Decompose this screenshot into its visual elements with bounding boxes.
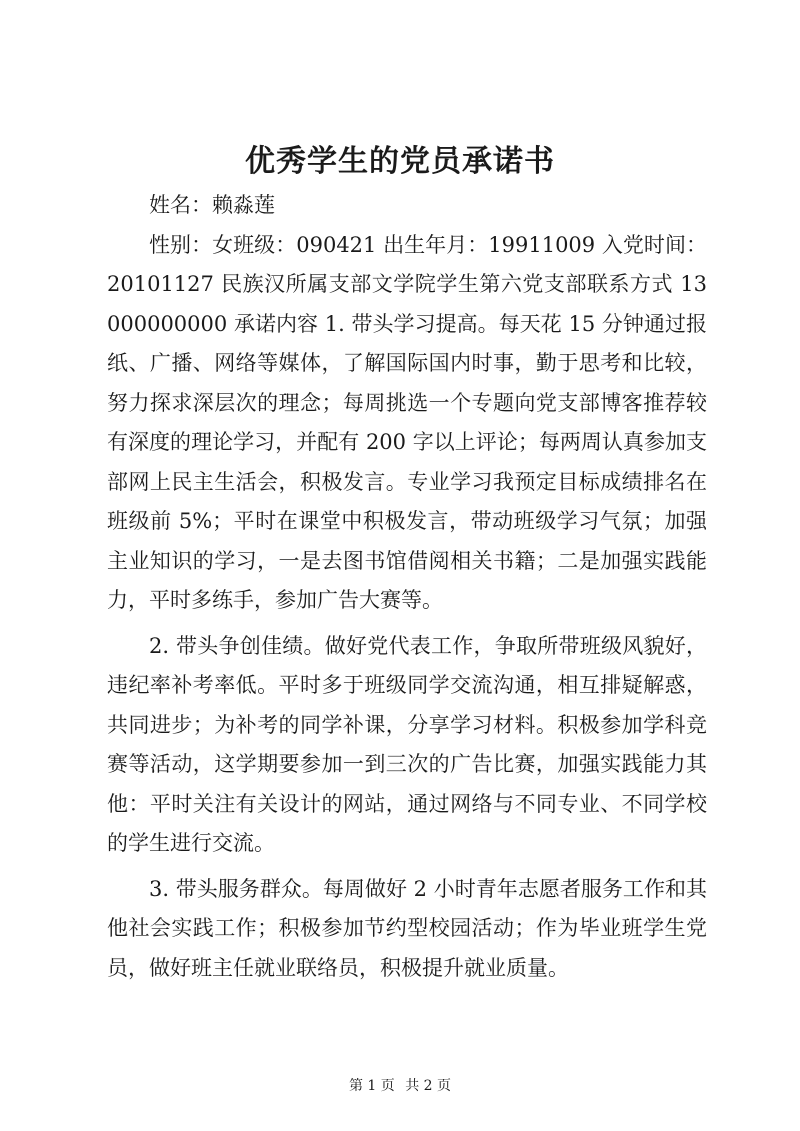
name-line: 姓名：赖淼莲 xyxy=(149,193,275,217)
page-total: 共 2 页 xyxy=(405,1078,452,1094)
paragraph-personal-info-and-study: 性别：女班级：090421 出生年月：19911009 入党时间：20101127 民族汉所属支部文学院学生第六党支部联系方式 13000000000 承诺内容 1. 带头学习提高。每天花 15 分钟通过报纸、广播、网络等媒体，了解国际国内时事，勤于思考和比较，努力探求深层次的理念；每周挑选一个专题向党支部博客推荐较有深度的理论学习，并配有 200 字以上评论；每两周认真参加支部网上民主生活会，积极发言。专业学习我预定目标成绩排名在班级前 5%；平时在课堂中积极发言，带动班级学习气氛；加强主业知识的学习，一是去图书馆借阅相关书籍；二是加强实践能力，平时多练手，参加广告大赛等。 xyxy=(107,232,707,612)
paragraph-service: 3. 带头服务群众。每周做好 2 小时青年志愿者服务工作和其他社会实践工作；积极参加节约型校园活动；作为毕业班学生党员，做好班主任就业联络员，积极提升就业质量。 xyxy=(107,876,707,980)
paragraph-achievements: 2. 带头争创佳绩。做好党代表工作，争取所带班级风貌好，违纪率补考率低。平时多于班级同学交流沟通，相互排疑解惑，共同进步；为补考的同学补课，分享学习材料。积极参加学科竞赛等活动，这学期要参加一到三次的广告比赛，加强实践能力其他：平时关注有关设计的网站，通过网络与不同专业、不同学校的学生进行交流。 xyxy=(107,633,707,855)
document-body xyxy=(107,186,707,988)
page-number: 第 1 页 xyxy=(348,1078,395,1094)
page-footer xyxy=(0,1076,800,1096)
document-title: 优秀学生的党员承诺书 xyxy=(245,144,555,179)
